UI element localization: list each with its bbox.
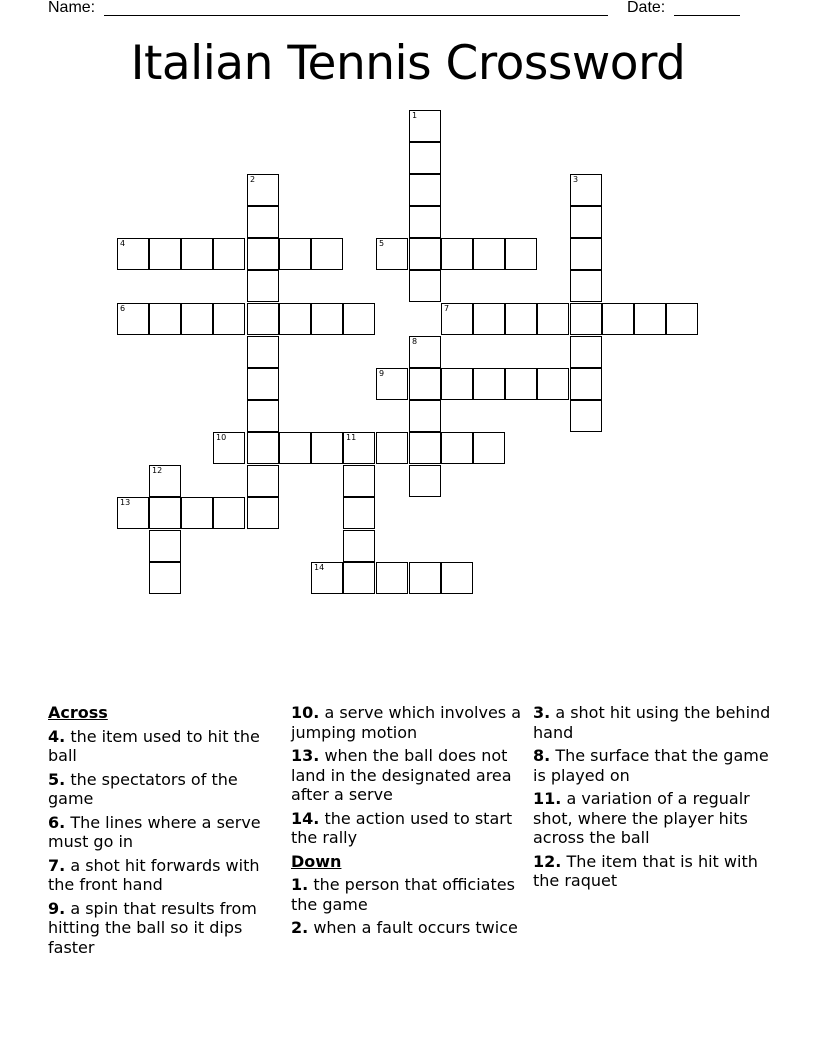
clue-text: a serve which involves a jumping motion [291,703,522,742]
cell-number: 6 [120,304,126,313]
clue-text: a shot hit forwards with the front hand [48,855,260,894]
grid-cell-4[interactable] [117,238,149,270]
clue-text: The surface that the game is played on [533,746,769,785]
grid-cell[interactable] [409,206,441,238]
clue-number: 7. [48,855,66,875]
grid-cell-10[interactable] [213,432,245,464]
grid-cell[interactable] [634,303,666,335]
clue-text: a spin that results from hitting the ball so it dips faster [48,898,257,957]
grid-cell[interactable] [247,238,279,270]
cell-number: 8 [412,337,418,346]
clue-text: The item that is hit with the raquet [533,851,758,890]
down-clue-3 [533,703,773,742]
clue-column-1 [48,703,282,961]
clue-text: a shot hit using the behind hand [533,703,771,742]
clue-number: 4. [48,726,66,746]
clue-column-2 [291,703,531,942]
clue-number: 6. [48,812,66,832]
clue-text: the spectators of the game [48,769,238,808]
grid-cell[interactable] [149,562,181,594]
grid-cell[interactable] [279,303,311,335]
grid-cell[interactable] [409,368,441,400]
clue-text: the item used to hit the ball [48,726,260,765]
clue-number: 12. [533,851,562,871]
down-clue-8 [533,746,773,785]
grid-cell[interactable] [247,465,279,497]
grid-cell-6[interactable] [117,303,149,335]
grid-cell[interactable] [149,497,181,529]
across-clue-5 [48,770,282,809]
across-clue-10 [291,703,531,742]
grid-cell[interactable] [441,238,473,270]
grid-cell[interactable] [247,270,279,302]
across-clue-7 [48,856,282,895]
cell-number: 5 [379,239,385,248]
grid-cell[interactable] [409,562,441,594]
grid-cell[interactable] [570,238,602,270]
across-clue-9 [48,899,282,958]
grid-cell[interactable] [473,368,505,400]
grid-cell[interactable] [602,303,634,335]
grid-cell-9[interactable] [376,368,408,400]
grid-cell[interactable] [409,400,441,432]
clue-number: 5. [48,769,66,789]
cell-number: 14 [314,563,325,572]
grid-cell[interactable] [570,336,602,368]
across-clue-4 [48,727,282,766]
clue-column-3 [533,703,773,895]
across-heading: Across [48,703,108,722]
cell-number: 12 [152,466,163,475]
clue-text: the person that officiates the game [291,875,515,914]
grid-cell-3[interactable] [570,174,602,206]
grid-cell[interactable] [473,238,505,270]
cell-number: 10 [216,433,227,442]
grid-cell[interactable] [570,400,602,432]
grid-cell[interactable] [213,497,245,529]
down-clue-11 [533,789,773,848]
grid-cell-8[interactable] [409,336,441,368]
grid-cell[interactable] [247,497,279,529]
grid-cell-1[interactable] [409,110,441,142]
grid-cell[interactable] [279,238,311,270]
grid-cell[interactable] [343,465,375,497]
grid-cell[interactable] [570,368,602,400]
grid-cell[interactable] [149,530,181,562]
grid-cell[interactable] [409,465,441,497]
grid-cell[interactable] [247,206,279,238]
clue-number: 9. [48,898,66,918]
grid-cell[interactable] [311,238,343,270]
grid-cell[interactable] [311,432,343,464]
grid-cell-12[interactable] [149,465,181,497]
cell-number: 1 [412,111,418,120]
clue-text: when the ball does not land in the designated area after a serve [291,746,512,804]
cell-number: 3 [573,175,579,184]
grid-cell[interactable] [376,432,408,464]
grid-cell[interactable] [247,400,279,432]
down-heading: Down [291,851,342,871]
grid-cell[interactable] [537,368,569,400]
grid-cell[interactable] [149,238,181,270]
grid-cell[interactable] [343,530,375,562]
down-clue-1 [291,875,531,914]
cell-number: 4 [120,239,126,248]
grid-cell[interactable] [247,336,279,368]
clue-number: 13. [291,746,320,765]
grid-cell[interactable] [441,368,473,400]
grid-cell[interactable] [181,497,213,529]
cell-number: 11 [346,433,357,442]
cell-number: 7 [444,304,450,313]
cell-number: 9 [379,369,385,378]
grid-cell-13[interactable] [117,497,149,529]
grid-cell[interactable] [181,303,213,335]
clue-number: 3. [533,703,551,722]
clue-number: 11. [533,789,562,808]
date-label: Date: [627,0,666,16]
grid-cell[interactable] [181,238,213,270]
grid-cell-14[interactable] [311,562,343,594]
grid-cell[interactable] [376,562,408,594]
grid-cell[interactable] [473,303,505,335]
grid-cell-7[interactable] [441,303,473,335]
cell-number: 13 [120,498,131,507]
grid-cell[interactable] [409,432,441,464]
grid-cell[interactable] [505,368,537,400]
grid-cell[interactable] [441,432,473,464]
across-clue-13 [291,746,531,805]
grid-cell[interactable] [343,497,375,529]
grid-cell[interactable] [537,303,569,335]
grid-cell[interactable] [247,303,279,335]
grid-cell[interactable] [473,432,505,464]
clue-number: 14. [291,808,320,828]
clue-number: 8. [533,746,551,765]
grid-cell[interactable] [311,303,343,335]
clue-number: 2. [291,918,309,937]
grid-cell[interactable] [666,303,698,335]
grid-cell[interactable] [570,303,602,335]
grid-cell[interactable] [149,303,181,335]
down-clue-12 [533,852,773,891]
grid-cell[interactable] [247,368,279,400]
grid-cell[interactable] [409,238,441,270]
down-clue-2 [291,918,531,938]
across-clue-14 [291,809,531,848]
grid-cell[interactable] [247,432,279,464]
grid-cell[interactable] [213,238,245,270]
cell-number: 2 [250,175,256,184]
clue-number: 1. [291,875,309,894]
grid-cell[interactable] [213,303,245,335]
name-label: Name: [48,0,96,16]
grid-cell[interactable] [279,432,311,464]
grid-cell[interactable] [505,303,537,335]
across-clue-6 [48,813,282,852]
clue-text: the action used to start the rally [291,808,513,847]
grid-cell[interactable] [570,270,602,302]
grid-cell-2[interactable] [247,174,279,206]
grid-cell-11[interactable] [343,432,375,464]
clue-text: a variation of a regualr shot, where the player hits across the ball [533,789,750,847]
clue-text: when a fault occurs twice [313,918,518,937]
clue-number: 10. [291,703,320,722]
grid-cell[interactable] [343,303,375,335]
grid-cell[interactable] [409,174,441,206]
page-title: Italian Tennis Crossword [130,36,686,91]
grid-cell[interactable] [505,238,537,270]
grid-cell[interactable] [441,562,473,594]
grid-cell[interactable] [409,270,441,302]
grid-cell[interactable] [570,206,602,238]
grid-cell[interactable] [343,562,375,594]
grid-cell[interactable] [409,142,441,174]
grid-cell-5[interactable] [376,238,408,270]
clue-text: The lines where a serve must go in [48,812,261,851]
